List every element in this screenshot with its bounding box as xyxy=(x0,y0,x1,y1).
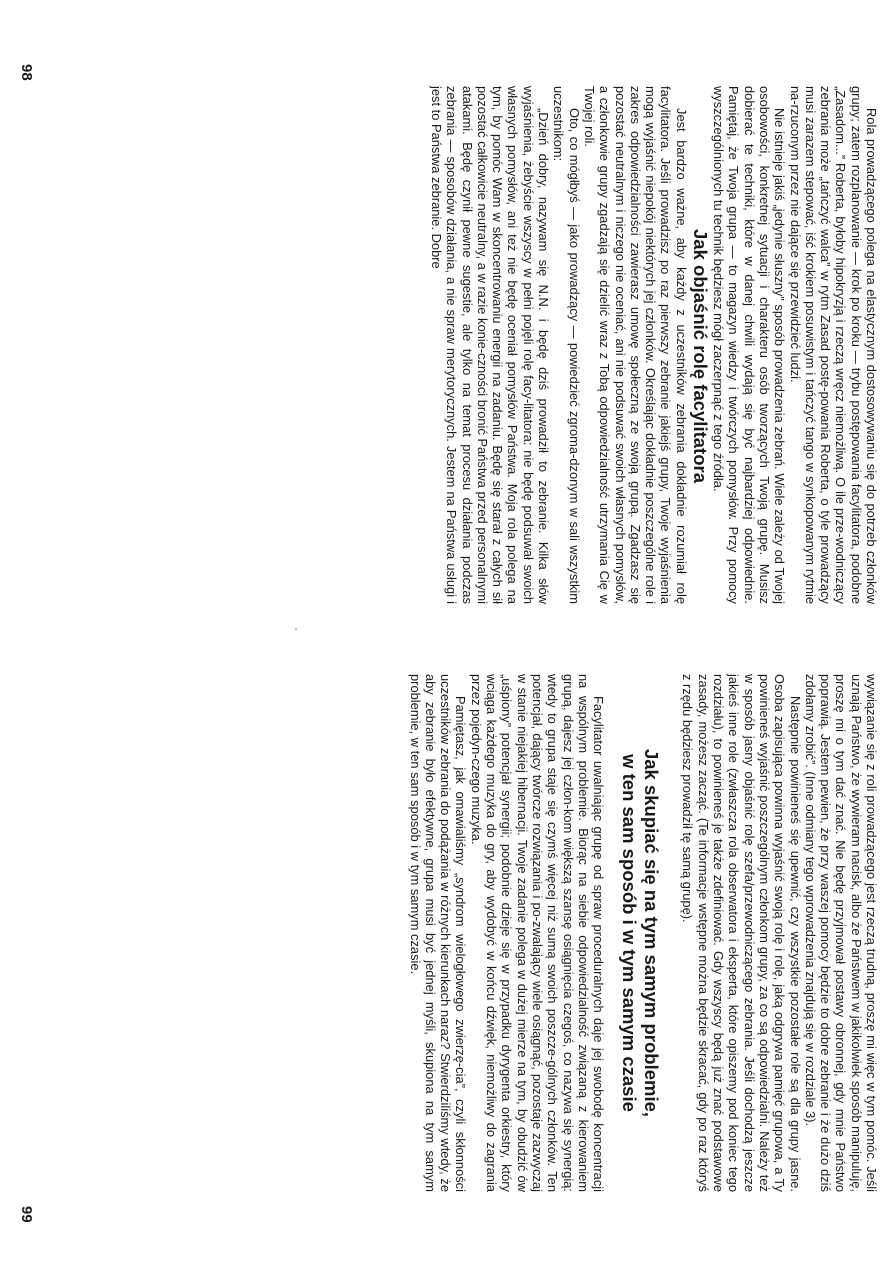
paragraph: Facylitator uwalniając grupę od spraw proceduralnych daje jej swobodę koncentracji na wspólnym problemie. Biorąc na siebie odpowiedzialność związaną z kierowaniem grupą, dajesz jej człon-kom większą szansę osiągnięcia czegoś, co nazywa się synergią: wtedy to grupa staje się czymś więcej niż sumą swoich poszcze-gólnych członków. Ten potencjał, dający twórcze rozwiązania i po-zwalający wiele osiągnąć, pozostaje zazwyczaj w stanie niejakiej hibernacji. Twoje zadanie polega w dużej mierze na tym, by obudzić ów „uśpiony” potencjał synergii; podobnie dzieje się w przypadku dyrygenta orkiestry, który wciąga każdego muzyka do gry, aby wydobyć w końcu dźwięk, niemożliwy do zagrania przez pojedyn-czego muzyka. xyxy=(468,674,607,1192)
section-heading xyxy=(618,674,662,1192)
heading-line-1: Jak skupiać się na tym samym problemie, xyxy=(641,748,663,1118)
paragraph: „Dzień dobry, nazywam się N.N. i będę dziś prowadził to zebranie. Kilka słów wyjaśnienia, żebyście wszyscy w pełni pojęli rolę facy-litatora: nie będę podsuwał swoich własnych pomysłów, ani też nie będę oceniał pomysłów Państwa. Moja rola polega na tym, by pomóc Wam w skoncentrowaniu energii na zadaniu. Będę się starał z całych sił pozostać całkowicie neutralny, a w razie konie-czności bronić Państwa przed personalnymi atakami. Będę czynił pewne sugestie, ale tylko na temat procesu działania podczas zebrania — sposobów działania, a nie spraw merytorycznych. Jestem na Państwa usługi i jest to Państwa zebranie. Dobre xyxy=(428,86,552,604)
page-number: 99 xyxy=(18,1206,35,1223)
text-column xyxy=(407,674,879,1192)
text-column xyxy=(429,86,879,604)
page-99 xyxy=(0,632,893,1263)
paragraph: Następnie powinieneś się upewnić, czy wszystkie pozostałe role są dla grupy jasne. Osoba zapisująca powinna wyjaśnić swoją rolę i rolę, jaką odgrywa pamięć grupowa, a Ty powinieneś wyjaśnić poszczególnym członkom grupy, za co są odpowiedzialni. Należy też w sposób jasny objaśnić rolę szefa/przewodniczącego zebrania. Jeśli dochodzą jeszcze jakieś inne role (zwłaszcza rola obserwatora i eksperta, które opiszemy pod koniec tego rozdziału), to powinieneś je także zdefiniować. Gdy wszyscy będą już znać podstawowe zasady, możesz zacząć. (Te informacje wstępne można będzie skracać, gdy po raz któryś z rzędu będziesz prowadził tę samą grupę). xyxy=(680,674,803,1192)
paragraph: wywiązanie się z roli prowadzącego jest rzeczą trudną, proszę mi więc w tym pomóc. Jeśli uznają Państwo, że wywieram nacisk, albo że Państwem w jakikolwiek sposób manipuluję, proszę mi o tym dać znać. Nie będę przyjmował postawy obronnej, gdy mnie Państwo poprawią. Jestem pewien, że przy waszej pomocy będzie to dobre zebranie i że dużo dziś zdołamy zrobić”. (Inne odmiany tego wprowadzenia znajdują się w rozdziale 3). xyxy=(802,674,879,1193)
heading-line-2: w ten sam sposób i w tym samym czasie xyxy=(619,754,641,1112)
paragraph: Oto, co mógłbyś — jako prowadzący — powiedzieć zgroma-dzonym w sali wszystkim uczestnikom: xyxy=(551,86,582,604)
paragraph: Pamiętasz, jak omawialiśmy „syndrom wielogłowego zwierzę-cia”, czyli skłonności uczestników zebrania do podążania w różnych kierunkach naraz? Stwierdziliśmy wtedy, że aby zebranie było efektywne, grupa musi być jednej myśli, skupiona na tym samym problemie, w ten sam sposób i w tym samym czasie. xyxy=(407,674,469,1192)
paragraph: Nie istnieje jakiś „jedynie słuszny” sposób prowadzenia zebrań. Wiele zależy od Twojej osobowości, konkretnej sytuacji i charakteru osób tworzących Twoją grupę. Musisz dobierać te techniki, które w danej chwili wydają się być najbardziej odpowiednie. Pamiętaj, że Twoja grupa — to magazyn wiedzy i twórczych pomysłów. Przy pomocy wyszczególnionych tu technik będziesz mógł zaczerpnąć z tego źródła. xyxy=(711,86,788,604)
page-number: 98 xyxy=(18,64,35,81)
section-heading: Jak objaśnić rolę facylitatora xyxy=(689,229,711,483)
paragraph: Rola prowadzącego polega na elastycznym dostosowywaniu się do potrzeb członków grupy; zatem rozplanowanie — krok po kroku — trybu postępowania facylitatora, podobne „Zasadom...” Roberta, byłoby hipokryzją i rzeczą wręcz niemożliwą. O ile prze-wodniczący zebrania może „tańczyć walca” w rytm Zasad postę-powania Roberta, o tyle prowadzący musi zarazem stepować, iść krokiem posuwistym i tańczyć tango w synkopowanym rytmie na-rzuconym przez nie dające się przewidzieć ludzi. xyxy=(787,86,879,604)
paragraph: Jest bardzo ważne, aby każdy z uczestników zebrania dokładnie rozumiał rolę facylitatora. Jeśli prowadzisz po raz pierwszy zebranie jakiejś grupy, Twoje wyjaśnienia mogą wyjaśnić niepokój niektórych jej członków. Określając dokładnie poszczególne role i zakres odpowiedzialności zawierasz umowę społeczną ze swoją grupą. Zgadzasz się pozostać neutralnym i niczego nie oceniać, ani nie podsuwać swoich własnych pomysłów, a członkowie grupy zgadzają się dzielić wraz z Tobą odpowiedzialność utrzymania Cię w Twojej roli. xyxy=(581,86,689,604)
page-98 xyxy=(0,0,893,631)
scan-dust-mark xyxy=(295,628,297,630)
